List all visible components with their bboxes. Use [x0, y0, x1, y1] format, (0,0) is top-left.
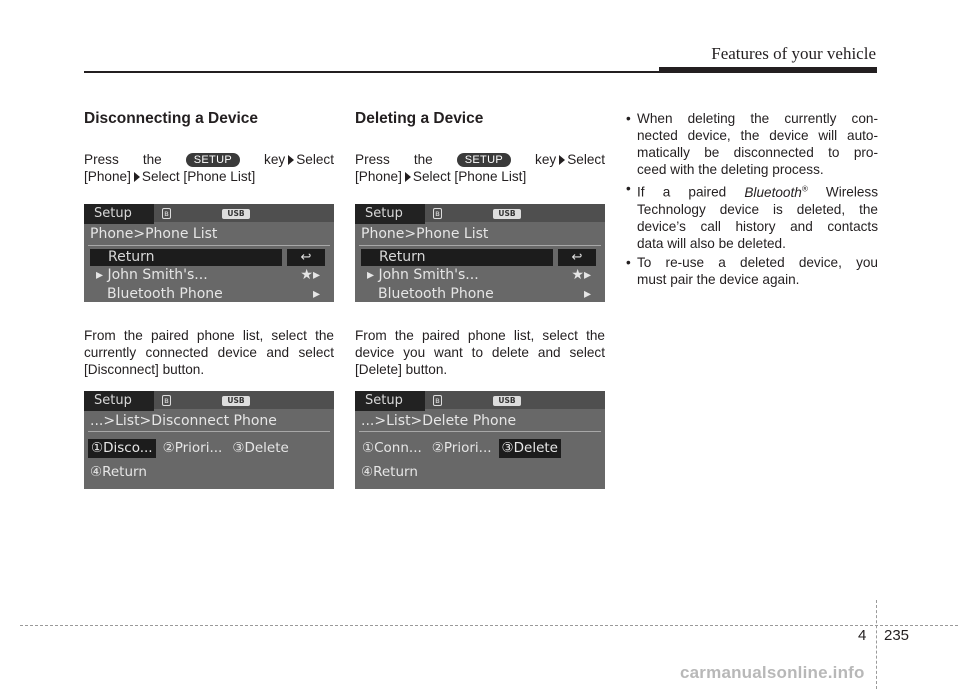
header-title: Features of your vehicle — [711, 44, 876, 63]
setup-key-badge: SETUP — [186, 153, 240, 167]
column-delete-para — [355, 327, 605, 378]
instruction-delete: Press the SETUP key Select [Phone] Select [Phone List] — [355, 152, 605, 184]
note-item: • To re-use a deleted device, you must pair the device again. — [626, 254, 878, 288]
screen-path: ...>List>Disconnect Phone — [90, 413, 277, 429]
screen-path: Phone>Phone List — [361, 226, 489, 242]
screen-path: Phone>Phone List — [90, 226, 218, 242]
instruction-disconnect: Press the SETUP key Select [Phone] Select [Phone List] — [84, 152, 334, 184]
chevron-right-icon: ▸ — [583, 286, 591, 302]
device-row-bluetooth: Bluetooth Phone ▸ — [107, 286, 320, 302]
screen-tab-setup: Setup — [355, 204, 425, 224]
screen-delete-phone — [355, 391, 605, 489]
option-priority: ②Priori... — [431, 440, 492, 456]
setup-key-badge: SETUP — [457, 153, 511, 167]
bluetooth-icon: ʙ — [433, 208, 442, 219]
screen-tab-setup: Setup — [355, 391, 425, 411]
bluetooth-icon: ʙ — [433, 395, 442, 406]
note-item: • If a paired Bluetooth® Wireless Technology device is deleted, the device’s call history and contacts data will also be deleted. — [626, 180, 878, 252]
column-disconnect-para — [84, 327, 334, 378]
footer-dashed-rule — [20, 625, 958, 626]
return-item: Return — [361, 249, 553, 266]
chevron-right-icon: ▸ — [312, 286, 320, 302]
arrow-right-icon — [405, 172, 411, 182]
page-number: 235 — [884, 627, 910, 644]
back-arrow-icon: ↩ — [558, 249, 596, 266]
footer-vertical-rule — [876, 600, 877, 689]
column-disconnect — [84, 110, 334, 185]
usb-icon: USB — [222, 396, 250, 406]
star-arrow-icon: ★▸ — [571, 267, 591, 283]
bluetooth-icon: ʙ — [162, 395, 171, 406]
back-arrow-icon: ↩ — [287, 249, 325, 266]
option-priority: ②Priori... — [162, 440, 223, 456]
arrow-right-icon — [134, 172, 140, 182]
header-rule-accent — [659, 67, 877, 72]
usb-icon: USB — [493, 396, 521, 406]
screen-tab-setup: Setup — [84, 204, 154, 224]
column-notes — [626, 110, 878, 290]
notes-list — [626, 110, 878, 288]
paragraph-delete: From the paired phone list, select the device you want to delete and select [Delete] button. — [355, 328, 605, 377]
paragraph-disconnect: From the paired phone list, select the currently connected device and select [Disconnect] button. — [84, 328, 334, 377]
column-delete — [355, 110, 605, 185]
option-delete: ③Delete — [499, 439, 561, 458]
device-row-bluetooth: Bluetooth Phone ▸ — [378, 286, 591, 302]
option-return: ④Return — [361, 464, 418, 480]
section-heading-delete: Deleting a Device — [355, 110, 484, 127]
option-return: ④Return — [90, 464, 147, 480]
registered-mark: ® — [801, 184, 808, 193]
device-row-john: ▸ John Smith's... ★▸ — [367, 267, 591, 283]
screen-phone-list-2 — [355, 204, 605, 302]
screen-tab-setup: Setup — [84, 391, 154, 411]
screen-path: ...>List>Delete Phone — [361, 413, 517, 429]
note-item: • When deleting the currently con- nected device, the device will auto- matically be disconnected to pro- ceed with the deleting process. — [626, 110, 878, 178]
arrow-right-icon — [559, 155, 565, 165]
device-row-john: ▸ John Smith's... ★▸ — [96, 267, 320, 283]
row-arrow-icon: ▸ — [367, 267, 379, 283]
usb-icon: USB — [493, 209, 521, 219]
usb-icon: USB — [222, 209, 250, 219]
return-item: Return — [90, 249, 282, 266]
section-heading-disconnect: Disconnecting a Device — [84, 110, 259, 127]
chapter-number: 4 — [858, 627, 867, 644]
bluetooth-icon: ʙ — [162, 208, 171, 219]
arrow-right-icon — [288, 155, 294, 165]
screen-disconnect-phone — [84, 391, 334, 489]
row-arrow-icon: ▸ — [96, 267, 108, 283]
watermark: carmanualsonline.info — [680, 663, 865, 682]
screen-phone-list-1 — [84, 204, 334, 302]
option-connect: ①Conn... — [362, 440, 422, 456]
option-delete: ③Delete — [232, 440, 289, 456]
option-disconnect: ①Disco... — [88, 439, 156, 458]
star-arrow-icon: ★▸ — [300, 267, 320, 283]
